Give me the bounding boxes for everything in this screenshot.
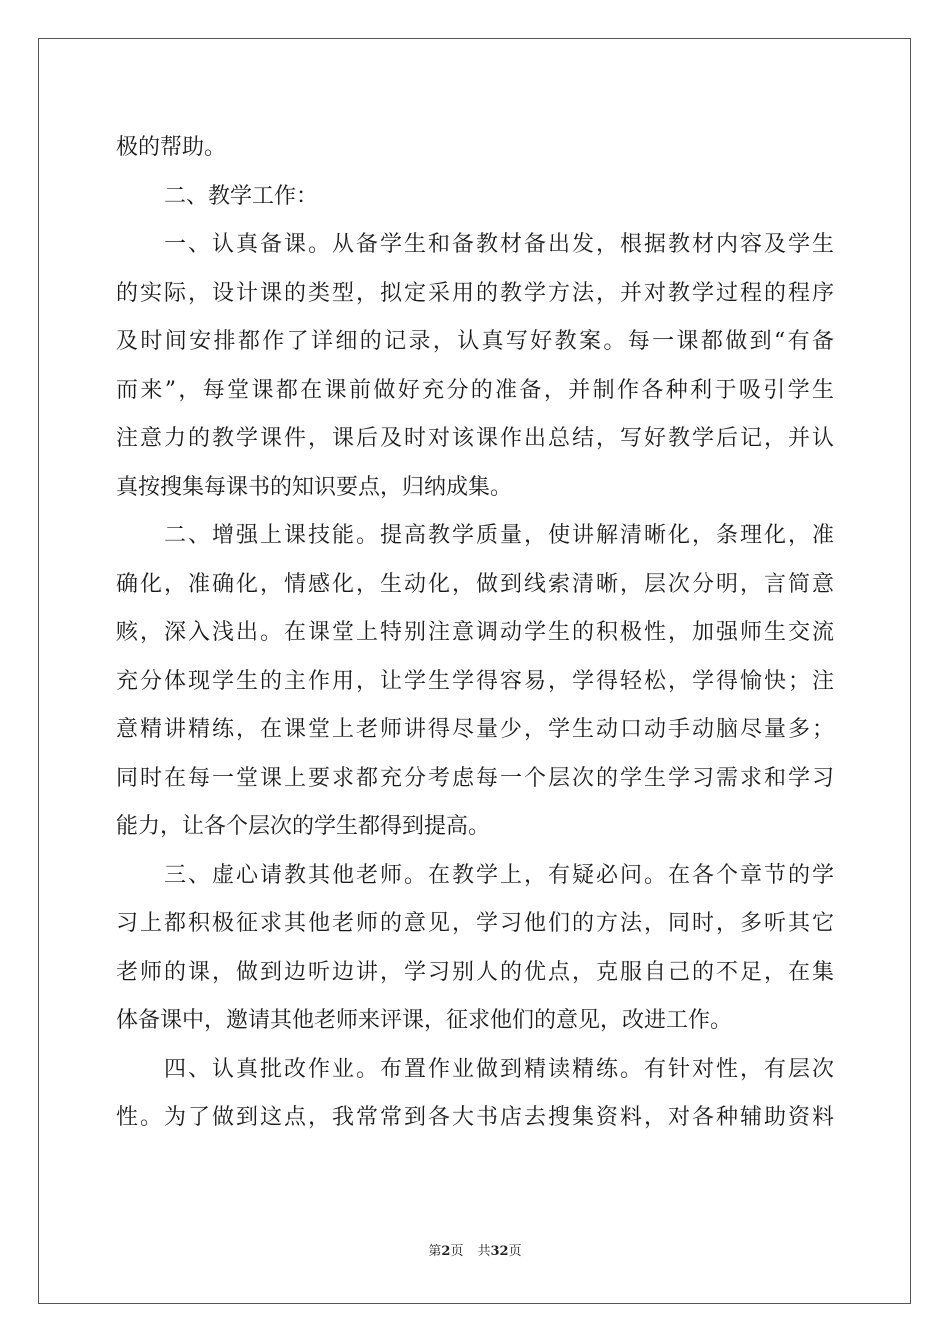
paragraph-line: 及时间安排都作了详细的记录，认真写好教案。每一课都做到“有备 <box>116 329 834 354</box>
document-body <box>116 124 834 1143</box>
paragraph-line: 确化，准确化，情感化，生动化，做到线索清晰，层次分明，言简意 <box>116 571 834 597</box>
paragraph-line: 二、增强上课技能。提高教学质量，使讲解清晰化，条理化，准 <box>164 523 834 548</box>
page-number: 2 <box>441 1244 451 1259</box>
page-suffix: 页 <box>450 1244 464 1259</box>
paragraph-line: 意精讲精练，在课堂上老师讲得尽量少，学生动口动手动脑尽量多； <box>116 717 834 742</box>
paragraph-line: 性。为了做到这点，我常常到各大书店去搜集资料，对各种辅助资料 <box>116 1105 834 1130</box>
paragraph-line: 真按搜集每课书的知识要点，归纳成集。 <box>116 474 513 500</box>
total-suffix: 页 <box>508 1244 522 1259</box>
paragraph-line: 赅，深入浅出。在课堂上特别注意调动学生的积极性，加强师生交流 <box>116 620 834 645</box>
paragraph-line: 三、虚心请教其他老师。在教学上，有疑必问。在各个章节的学 <box>164 862 834 888</box>
total-prefix: 共 <box>477 1244 491 1259</box>
paragraph-line: 习上都积极征求其他老师的意见，学习他们的方法，同时，多听其它 <box>116 911 834 936</box>
section-heading: 二、教学工作： <box>164 183 319 209</box>
paragraph-line: 一、认真备课。从备学生和备教材备出发，根据教材内容及学生 <box>164 232 834 257</box>
paragraph-line: 极的帮助。 <box>116 135 227 160</box>
paragraph-line: 能力，让各个层次的学生都得到提高。 <box>116 814 491 839</box>
paragraph-line: 同时在每一堂课上要求都充分考虑每一个层次的学生学习需求和学习 <box>116 765 834 791</box>
paragraph-line: 四、认真批改作业。布置作业做到精读精练。有针对性，有层次 <box>164 1056 834 1082</box>
page-prefix: 第 <box>428 1244 442 1259</box>
paragraph-line: 注意力的教学课件，课后及时对该课作出总结，写好教学后记，并认 <box>116 426 834 451</box>
paragraph-line: 的实际，设计课的类型，拟定采用的教学方法，并对教学过程的程序 <box>116 280 834 306</box>
total-pages: 32 <box>490 1244 509 1259</box>
paragraph-line: 而来”，每堂课都在课前做好充分的准备，并制作各种利于吸引学生 <box>116 377 834 403</box>
paragraph-line: 充分体现学生的主作用，让学生学得容易，学得轻松，学得愉快；注 <box>116 668 834 694</box>
paragraph-line: 体备课中，邀请其他老师来评课，征求他们的意见，改进工作。 <box>116 1008 733 1033</box>
page-footer <box>0 1240 950 1259</box>
paragraph-line: 老师的课，做到边听边讲，学习别人的优点，克服自己的不足，在集 <box>116 959 834 985</box>
